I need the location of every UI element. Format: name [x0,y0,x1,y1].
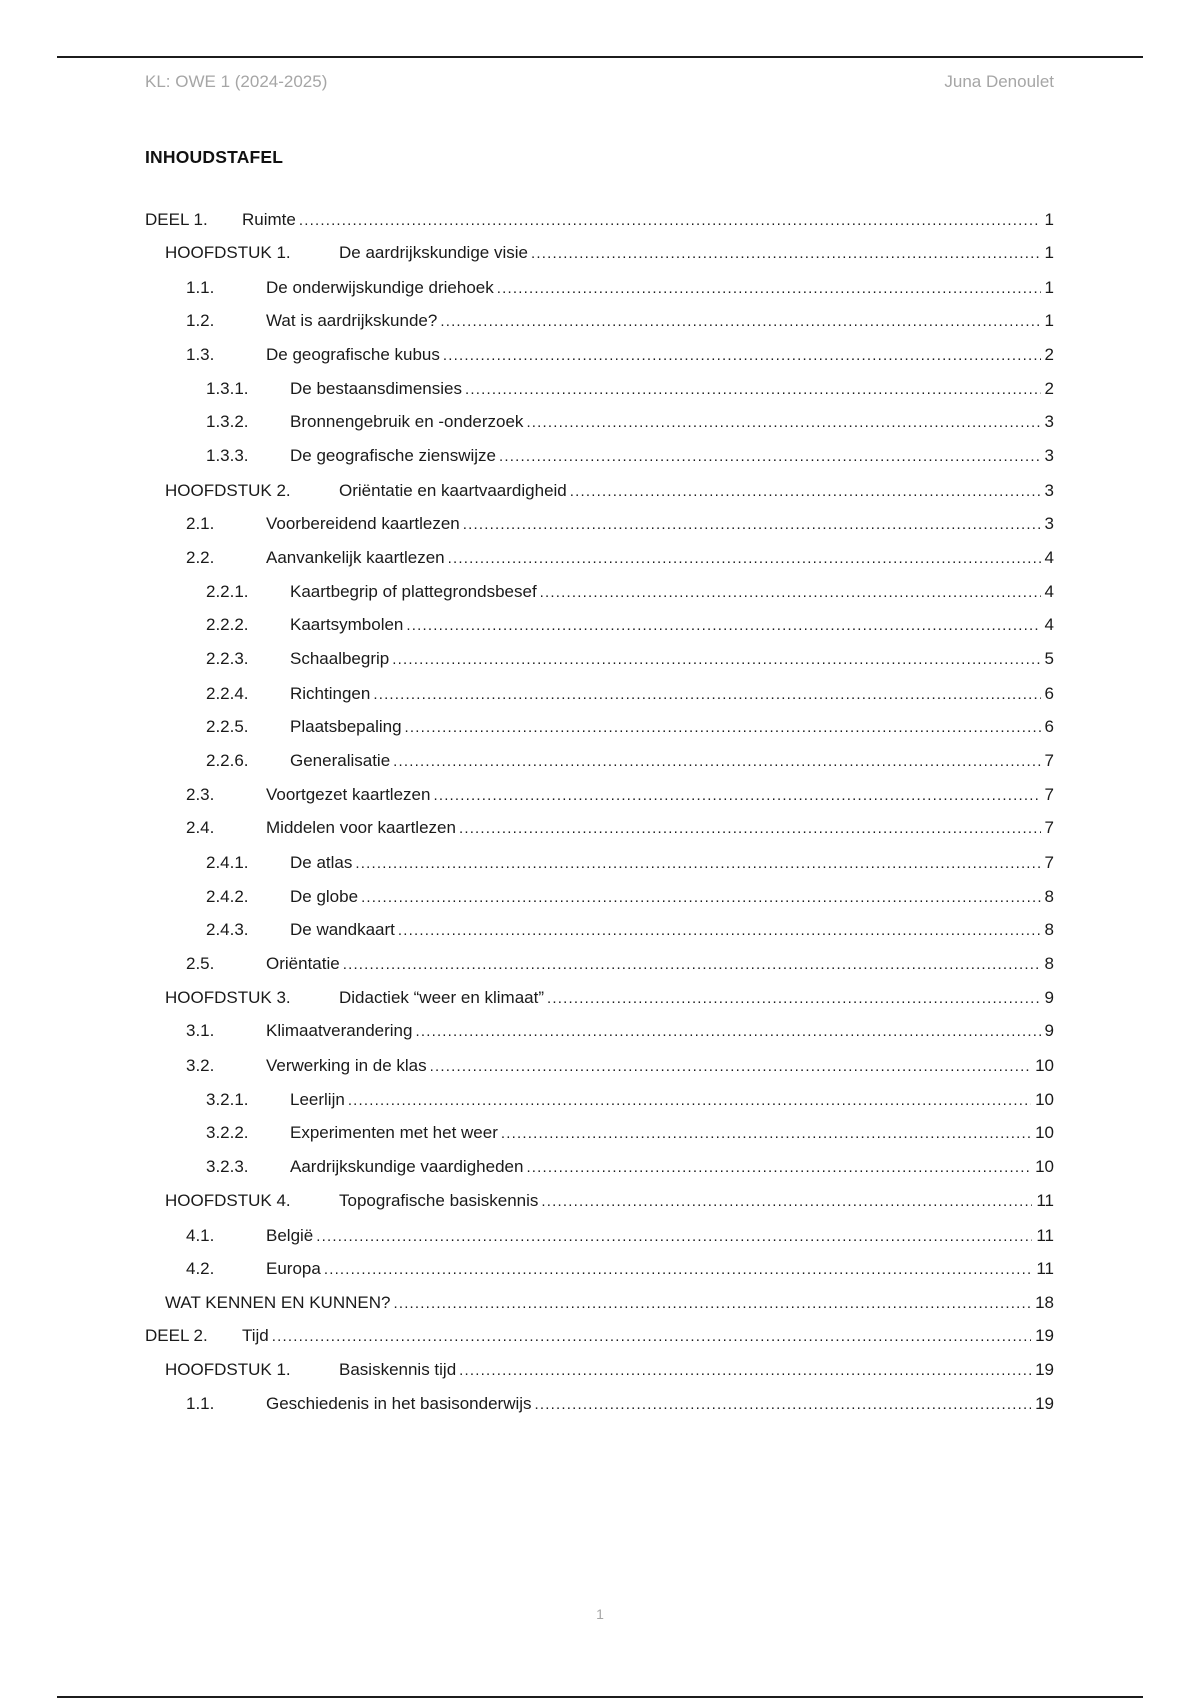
toc-entry-page: 1 [1044,243,1054,262]
toc-entry-page: 3 [1044,514,1054,533]
toc-entry[interactable] [145,1257,1054,1281]
toc-entry-title: België [266,1224,316,1248]
toc-entry-number: 1.1. [186,278,215,297]
toc-entry-title: De bestaansdimensies [290,377,465,401]
toc-entry-page: 7 [1044,818,1054,837]
toc-dot-leader [448,547,1041,571]
toc-entry-page: 19 [1035,1360,1054,1379]
toc-entry-number: 1.2. [186,311,215,330]
toc-entry-title: Bronnengebruik en -onderzoek [290,410,526,434]
toc-entry[interactable] [145,343,1054,367]
toc-entry-page: 2 [1044,345,1054,364]
toc-entry-page: 8 [1044,920,1054,939]
toc-dot-leader [465,378,1041,402]
toc-entry-page: 4 [1044,548,1054,567]
toc-dot-leader [440,310,1040,334]
toc-entry[interactable] [145,1054,1054,1078]
toc-dot-leader [526,411,1040,435]
toc-entry-page: 6 [1044,684,1054,703]
toc-entry-number: HOOFDSTUK 2. [165,481,291,500]
toc-entry-title: Topografische basiskennis [339,1189,541,1213]
toc-entry[interactable] [145,851,1054,875]
toc-entry[interactable] [145,410,1054,434]
toc-entry-number: 2.2. [186,548,215,567]
toc-entry-title: Aanvankelijk kaartlezen [266,546,448,570]
toc-entry-number: 1.3.1. [206,379,249,398]
toc-entry-number: HOOFDSTUK 3. [165,988,291,1007]
toc-dot-leader [463,513,1041,537]
toc-entry[interactable] [145,783,1054,807]
toc-dot-leader [348,1089,1031,1113]
toc-entry-page: 10 [1035,1123,1054,1142]
toc-entry-number: 1.3. [186,345,215,364]
toc-dot-leader [430,1055,1031,1079]
toc-dot-leader [443,344,1041,368]
toc-entry-title: De wandkaart [290,918,398,942]
toc-entry-number: 2.2.4. [206,684,249,703]
toc-entry-number: 2.4. [186,818,215,837]
toc-entry[interactable] [145,580,1054,604]
toc-entry-page: 4 [1044,582,1054,601]
toc-dot-leader [272,1325,1031,1349]
toc-entry[interactable] [145,749,1054,773]
toc-entry-page: 19 [1035,1326,1054,1345]
toc-entry-title: Wat is aardrijkskunde? [266,309,440,333]
toc-entry-title: De atlas [290,851,355,875]
toc-entry-number: 2.2.2. [206,615,249,634]
toc-entry-title: Didactiek “weer en klimaat” [339,986,547,1010]
toc-dot-leader [405,716,1041,740]
toc-dot-leader [499,445,1041,469]
toc-dot-leader [361,886,1040,910]
toc-dot-leader [393,750,1040,774]
toc-entry-number: 4.1. [186,1226,215,1245]
toc-dot-leader [501,1122,1031,1146]
toc-entry-title: Richtingen [290,682,373,706]
toc-entry-number: 3.2.1. [206,1090,249,1109]
toc-entry-title: Basiskennis tijd [339,1358,459,1382]
toc-entry-page: 1 [1044,210,1054,229]
toc-entry-title: Oriëntatie en kaartvaardigheid [339,479,570,503]
toc-title: INHOUDSTAFEL [145,147,284,167]
toc-entry[interactable] [145,1155,1054,1179]
toc-entry-title: Leerlijn [290,1088,348,1112]
toc-entry-page: 8 [1044,887,1054,906]
toc-entry-title: De globe [290,885,361,909]
toc-entry[interactable] [145,512,1054,536]
toc-dot-leader [392,648,1040,672]
toc-entry-title: Voortgezet kaartlezen [266,783,433,807]
toc-dot-leader [398,919,1041,943]
toc-entry[interactable] [145,1358,1054,1382]
toc-dot-leader [540,581,1041,605]
toc-dot-leader [459,817,1041,841]
toc-entry-title: Kaartsymbolen [290,613,406,637]
toc-entry[interactable] [145,816,1054,840]
toc-entry-title: WAT KENNEN EN KUNNEN? [165,1291,393,1315]
toc-entry[interactable] [145,546,1054,570]
toc-entry-number: 2.4.1. [206,853,249,872]
header-course: KL: OWE 1 (2024-2025) [145,72,328,91]
toc-entry-title: Aardrijkskundige vaardigheden [290,1155,526,1179]
toc-entry-title: Kaartbegrip of plattegrondsbesef [290,580,540,604]
toc-dot-leader [299,209,1041,233]
toc-entry-page: 9 [1044,988,1054,1007]
toc-entry[interactable] [145,208,1054,232]
toc-dot-leader [324,1258,1033,1282]
toc-entry-number: 2.2.6. [206,751,249,770]
toc-entry-title: Europa [266,1257,324,1281]
toc-entry[interactable] [145,715,1054,739]
toc-entry[interactable] [145,444,1054,468]
toc-dot-leader [343,953,1041,977]
toc-entry-page: 1 [1044,278,1054,297]
toc-entry-title: Experimenten met het weer [290,1121,501,1145]
toc-entry-number: DEEL 1. [145,210,208,229]
toc-entry-number: 2.2.3. [206,649,249,668]
toc-entry-page: 10 [1035,1157,1054,1176]
toc-entry-title: Ruimte [242,208,299,232]
toc-entry-page: 3 [1044,412,1054,431]
toc-entry-number: 2.2.5. [206,717,249,736]
toc-entry-number: 3.2.3. [206,1157,249,1176]
toc-entry-title: Geschiedenis in het basisonderwijs [266,1392,535,1416]
bottom-rule [57,1696,1143,1698]
toc-entry-page: 7 [1044,785,1054,804]
toc-entry-number: 3.2. [186,1056,215,1075]
toc-entry[interactable] [145,682,1054,706]
toc-entry-number: 1.3.2. [206,412,249,431]
toc-entry-number: 1.3.3. [206,446,249,465]
toc-entry-page: 9 [1044,1021,1054,1040]
toc-entry-title: De geografische kubus [266,343,443,367]
toc-entry-page: 7 [1044,751,1054,770]
toc-entry-page: 10 [1035,1056,1054,1075]
page-number: 1 [596,1606,604,1622]
toc-entry-page: 2 [1044,379,1054,398]
toc-entry-page: 10 [1035,1090,1054,1109]
toc-dot-leader [406,614,1040,638]
toc-entry[interactable] [145,918,1054,942]
toc-entry-number: 2.5. [186,954,215,973]
toc-dot-leader [570,480,1041,504]
toc-dot-leader [526,1156,1031,1180]
toc-entry[interactable] [145,647,1054,671]
toc-entry-title: Tijd [242,1324,272,1348]
toc-entry-title: Verwerking in de klas [266,1054,430,1078]
toc-entry-page: 5 [1044,649,1054,668]
toc-dot-leader [433,784,1040,808]
toc-entry-number: 2.4.3. [206,920,249,939]
toc-entry-number: 2.2.1. [206,582,249,601]
toc-entry[interactable] [145,276,1054,300]
toc-entry-page: 3 [1044,446,1054,465]
toc-dot-leader [535,1393,1032,1417]
toc-dot-leader [355,852,1040,876]
toc-entry-title: Plaatsbepaling [290,715,405,739]
toc-entry[interactable] [145,1088,1054,1112]
toc-entry-number: HOOFDSTUK 1. [165,1360,291,1379]
toc-entry-number: 1.1. [186,1394,215,1413]
toc-entry[interactable] [145,241,1054,265]
toc-entry-number: 3.2.2. [206,1123,249,1142]
toc-entry[interactable] [145,1224,1054,1248]
toc-entry-page: 7 [1044,853,1054,872]
toc-entry-page: 8 [1044,954,1054,973]
toc-entry-page: 3 [1044,481,1054,500]
toc-entry-title: Oriëntatie [266,952,343,976]
header-author: Juna Denoulet [944,72,1054,91]
toc-entry[interactable] [145,1291,1054,1315]
toc-entry[interactable] [145,885,1054,909]
toc-entry-title: De aardrijkskundige visie [339,241,531,265]
toc-entry-number: 2.3. [186,785,215,804]
toc-entry-page: 19 [1035,1394,1054,1413]
toc-entry-page: 11 [1036,1226,1054,1245]
toc-entry-title: Middelen voor kaartlezen [266,816,459,840]
toc-dot-leader [497,277,1041,301]
toc-entry[interactable] [145,613,1054,637]
toc-dot-leader [415,1020,1040,1044]
toc-entry[interactable] [145,1019,1054,1043]
toc-dot-leader [373,683,1040,707]
toc-entry-number: 2.4.2. [206,887,249,906]
toc-entry[interactable] [145,377,1054,401]
toc-entry[interactable] [145,1392,1054,1416]
toc-entry-number: 4.2. [186,1259,215,1278]
toc-dot-leader [541,1190,1032,1214]
toc-entry-number: 2.1. [186,514,215,533]
toc-entry-page: 6 [1044,717,1054,736]
toc-entry[interactable] [145,309,1054,333]
toc-entry-page: 18 [1035,1293,1054,1312]
toc-entry[interactable] [145,986,1054,1010]
toc-dot-leader [547,987,1041,1011]
toc-dot-leader [459,1359,1031,1383]
toc-entry-page: 11 [1036,1259,1054,1278]
toc-entry-number: 3.1. [186,1021,215,1040]
toc-entry-page: 4 [1044,615,1054,634]
toc-entry-page: 11 [1036,1191,1054,1210]
toc-dot-leader [393,1292,1031,1316]
toc-entry-title: Schaalbegrip [290,647,392,671]
toc-entry[interactable] [145,1189,1054,1213]
toc-entry-title: Klimaatverandering [266,1019,415,1043]
toc-dot-leader [531,242,1041,266]
toc-entry-number: DEEL 2. [145,1326,208,1345]
toc-entry-title: Generalisatie [290,749,393,773]
toc-entry-title: De geografische zienswijze [290,444,499,468]
top-rule [57,56,1143,58]
toc-entry-page: 1 [1044,311,1054,330]
toc-entry-number: HOOFDSTUK 1. [165,243,291,262]
toc-entry[interactable] [145,479,1054,503]
toc-entry-number: HOOFDSTUK 4. [165,1191,291,1210]
toc-entry[interactable] [145,1324,1054,1348]
toc-entry[interactable] [145,952,1054,976]
toc-entry-title: De onderwijskundige driehoek [266,276,497,300]
toc-entry[interactable] [145,1121,1054,1145]
toc-dot-leader [316,1225,1032,1249]
toc-entry-title: Voorbereidend kaartlezen [266,512,463,536]
